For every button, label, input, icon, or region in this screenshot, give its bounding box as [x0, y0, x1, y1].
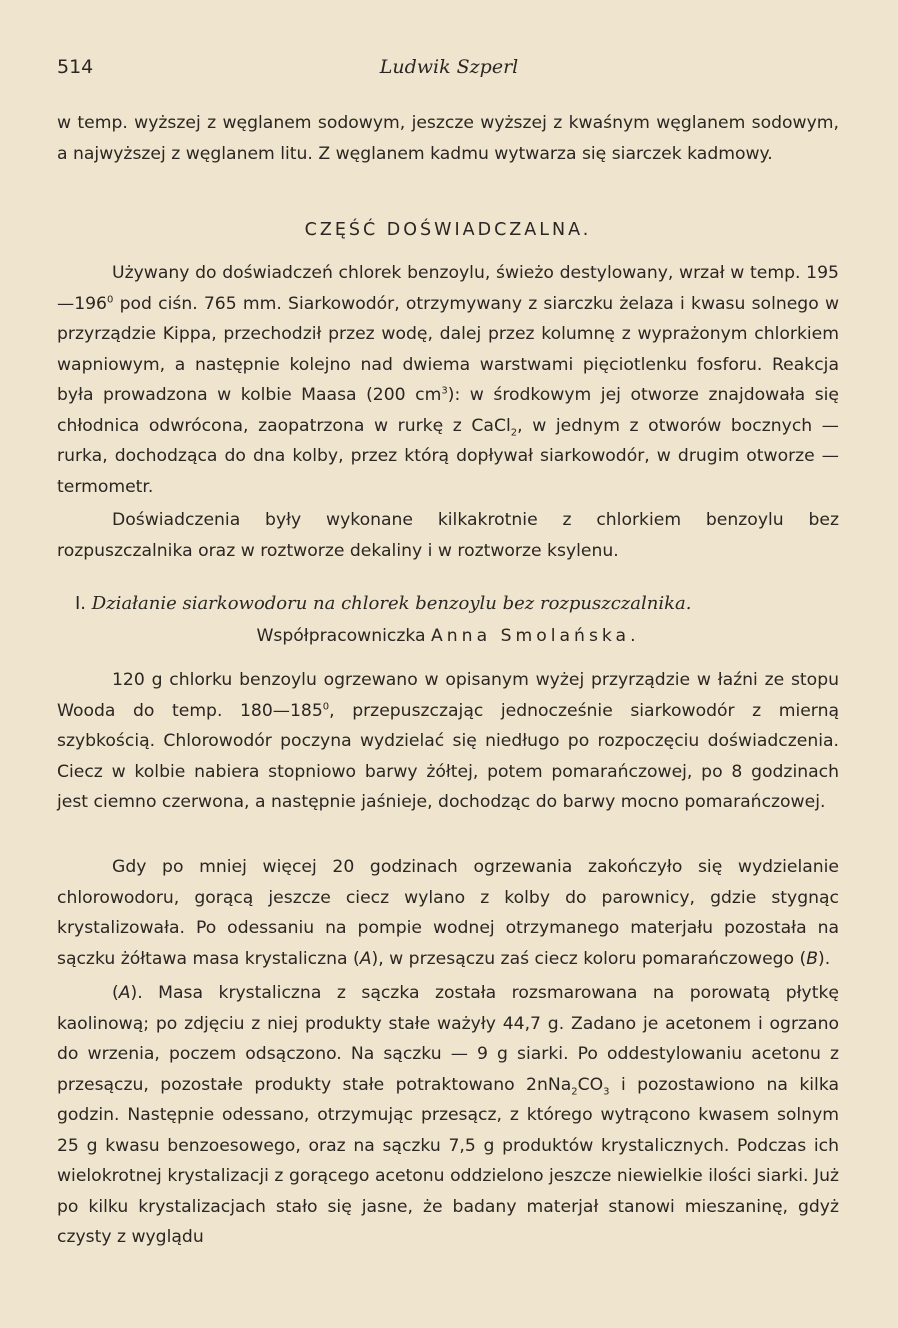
- collaborator-name: Anna Smolańska.: [431, 626, 640, 646]
- text-run: (: [112, 983, 119, 1003]
- subsection-title-text: Działanie siarkowodoru na chlorek benzoylu bez rozpuszczalnika.: [91, 593, 692, 614]
- paragraph-intro: w temp. wyższej z węglanem sodowym, jeszcze wyższej z kwaśnym węglanem sodowym, a najwyższej z węglanem litu. Z węglanem kadmu wytwarza się siarczek kadmowy.: [57, 113, 839, 164]
- section-heading: CZĘŚĆ DOŚWIADCZALNA.: [304, 220, 592, 240]
- label-a: A: [359, 948, 372, 969]
- text-run: CO: [577, 1074, 604, 1095]
- subscript: 2: [510, 426, 518, 438]
- text-run: Używany do doświadczeń chlorek benzoylu, świeżo destylowany, wrzał w temp. 195—196: [57, 263, 839, 314]
- text-run: pod ciśn. 765 mm. Siarkowodór, otrzymywany z siarczku żelaza i kwasu solnego w przyrządzie Kippa, przechodził przez wodę, dalej przez kolumnę z wyprażonym chlorkiem wapniowym, a następnie kolejno nad dwiema warstwami pięciotlenku fosforu. Reakcja była prowadzona w kolbie Maasa (200 cm: [57, 293, 839, 405]
- text-run: 120 g chlorku benzoylu ogrzewano w opisanym wyżej przyrządzie w łaźni ze stopu Wooda do temp. 180—185: [57, 670, 839, 721]
- subscript: 3: [603, 1085, 610, 1097]
- text-run: , przepuszczając jednocześnie siarkowodór z mierną szybkością. Chlorowodór poczyna wydzielać się niedługo po rozpoczęciu doświadczenia. Ciecz w kolbie nabiera stopniowo barwy żółtej, potem pomarańczowej, po 8 godzinach jest ciemno czerwona, a następnie jaśnieje, dochodząc do barwy mocno pomarańczowej.: [57, 700, 839, 812]
- paragraph-materials: [57, 258, 839, 502]
- collaborator-prefix: Współpracowniczka: [256, 626, 426, 646]
- paragraph-experiments: Doświadczenia były wykonane kilkakrotnie z chlorkiem benzoylu bez rozpuszczalnika oraz w roztworze dekaliny i w roztworze ksylenu.: [57, 510, 839, 561]
- superscript: 0: [322, 700, 330, 712]
- text-run: , w jednym z otworów bocznych — rurka, dochodząca do dna kolby, przez którą dopływał siarkowodór, w drugim otworze — termometr.: [57, 415, 839, 497]
- label-a: A: [118, 983, 131, 1003]
- subsection-title: [75, 593, 839, 614]
- superscript: 3: [441, 385, 448, 397]
- running-author: Ludwik Szperl: [379, 56, 519, 78]
- text-run: ), w przesączu zaś ciecz koloru pomarańczowego (: [371, 948, 807, 969]
- superscript: 0: [107, 293, 114, 305]
- paragraph-analysis: [57, 978, 839, 1253]
- text-run: Gdy po mniej więcej 20 godzinach ogrzewania zakończyło się wydzielanie chlorowodoru, gorącą jeszcze ciecz wylano z kolby do parownicy, gdzie stygnąc krystalizowała. Po odessaniu na pompie wodnej otrzymanego materjału pozostała na sączku żółtawa masa krystaliczna (: [57, 857, 839, 969]
- label-b: B: [806, 948, 819, 969]
- paragraph-procedure: [57, 665, 839, 818]
- text-run: ). Masa krystaliczna z sączka została rozsmarowana na porowatą płytkę kaolinową; po zdjęciu z niej produkty stałe ważyły 44,7 g. Zadano je acetonem i ogrzano do wrzenia, poczem odsączono. Na sączku — 9 g siarki. Po oddestylowaniu acetonu z przesączu, pozostałe produkty stałe potraktowano 2nNa: [57, 983, 839, 1095]
- subscript: 2: [571, 1085, 578, 1097]
- subsection-number: I.: [75, 593, 87, 614]
- running-header: [0, 56, 898, 86]
- collaborator-line: [57, 626, 839, 646]
- text-run: ): w środkowym jej otworze znajdowała się chłodnica odwrócona, zaopatrzona w rurkę z CaCl: [57, 385, 839, 436]
- text-run: i pozostawiono na kilka godzin. Następnie odessano, otrzymując przesącz, z którego wytrącono kwasem solnym 25 g kwasu benzoesowego, oraz na sączku 7,5 g produktów krystalicznych. Podczas ich wielokrotnej krystalizacji z gorącego acetonu oddzielono jeszcze niewielkie ilości siarki. Już po kilku krystalizacjach stało się jasne, że badany materjał stanowi mieszaninę, gdyż czysty z wyglądu: [57, 1074, 840, 1247]
- text-run: ).: [818, 948, 831, 969]
- page-number: 514: [57, 56, 94, 78]
- paragraph-results: [57, 852, 839, 974]
